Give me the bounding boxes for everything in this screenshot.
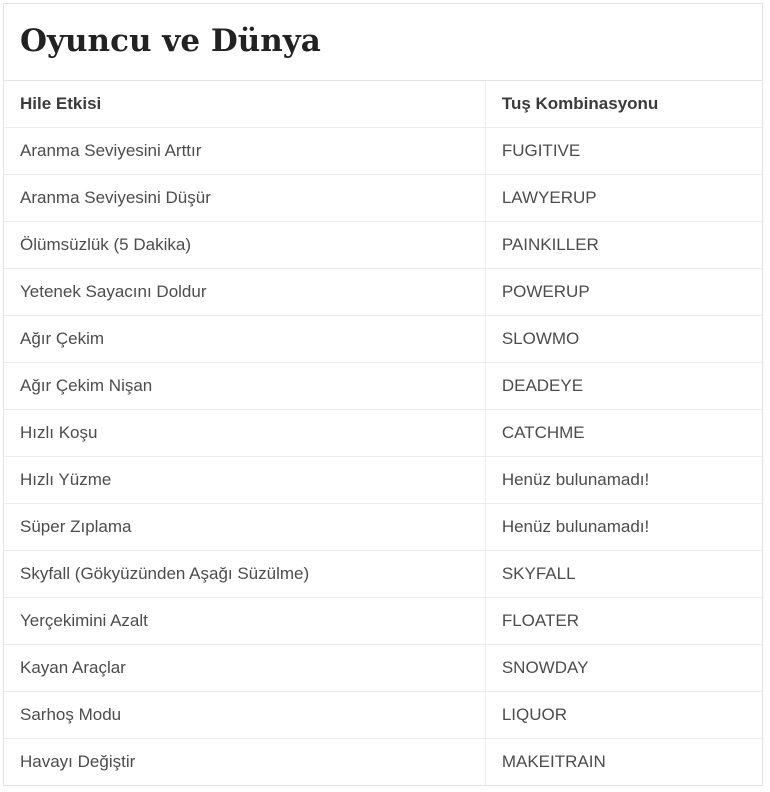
table-body — [4, 128, 762, 786]
cheat-effect-cell: Hızlı Yüzme — [4, 457, 485, 504]
cheats-table — [4, 81, 762, 785]
cheat-effect-cell: Kayan Araçlar — [4, 645, 485, 692]
cheat-effect-cell: Aranma Seviyesini Arttır — [4, 128, 485, 175]
cheat-effect-cell: Havayı Değiştir — [4, 739, 485, 786]
table-header-row — [4, 81, 762, 128]
cheat-effect-cell: Sarhoş Modu — [4, 692, 485, 739]
table-row — [4, 692, 762, 739]
cheat-effect-cell: Yerçekimini Azalt — [4, 598, 485, 645]
table-row — [4, 645, 762, 692]
key-combination-cell: SNOWDAY — [485, 645, 762, 692]
cheat-effect-cell: Süper Zıplama — [4, 504, 485, 551]
key-combination-cell: SLOWMO — [485, 316, 762, 363]
cheat-effect-cell: Aranma Seviyesini Düşür — [4, 175, 485, 222]
key-combination-cell: MAKEITRAIN — [485, 739, 762, 786]
key-combination-cell: Henüz bulunamadı! — [485, 457, 762, 504]
cheat-effect-cell: Ölümsüzlük (5 Dakika) — [4, 222, 485, 269]
cheat-effect-cell: Hızlı Koşu — [4, 410, 485, 457]
key-combination-cell: FLOATER — [485, 598, 762, 645]
table-row — [4, 175, 762, 222]
page-title: Oyuncu ve Dünya — [4, 4, 762, 81]
key-combination-cell: SKYFALL — [485, 551, 762, 598]
table-row — [4, 316, 762, 363]
key-combination-cell: LIQUOR — [485, 692, 762, 739]
key-combination-cell: Henüz bulunamadı! — [485, 504, 762, 551]
table-row — [4, 551, 762, 598]
table-row — [4, 269, 762, 316]
key-combination-cell: DEADEYE — [485, 363, 762, 410]
table-row — [4, 128, 762, 175]
column-header-effect: Hile Etkisi — [20, 94, 102, 113]
table-row — [4, 598, 762, 645]
key-combination-cell: CATCHME — [485, 410, 762, 457]
cheat-effect-cell: Yetenek Sayacını Doldur — [4, 269, 485, 316]
cheat-effect-cell: Ağır Çekim — [4, 316, 485, 363]
table-row — [4, 504, 762, 551]
table-row — [4, 363, 762, 410]
column-header-code: Tuş Kombinasyonu — [485, 81, 762, 128]
table-row — [4, 222, 762, 269]
content-box — [3, 3, 763, 786]
table-row — [4, 410, 762, 457]
key-combination-cell: POWERUP — [485, 269, 762, 316]
key-combination-cell: PAINKILLER — [485, 222, 762, 269]
key-combination-cell: LAWYERUP — [485, 175, 762, 222]
cheat-effect-cell: Skyfall (Gökyüzünden Aşağı Süzülme) — [4, 551, 485, 598]
key-combination-cell: FUGITIVE — [485, 128, 762, 175]
table-row — [4, 739, 762, 786]
cheat-effect-cell: Ağır Çekim Nişan — [4, 363, 485, 410]
table-row — [4, 457, 762, 504]
